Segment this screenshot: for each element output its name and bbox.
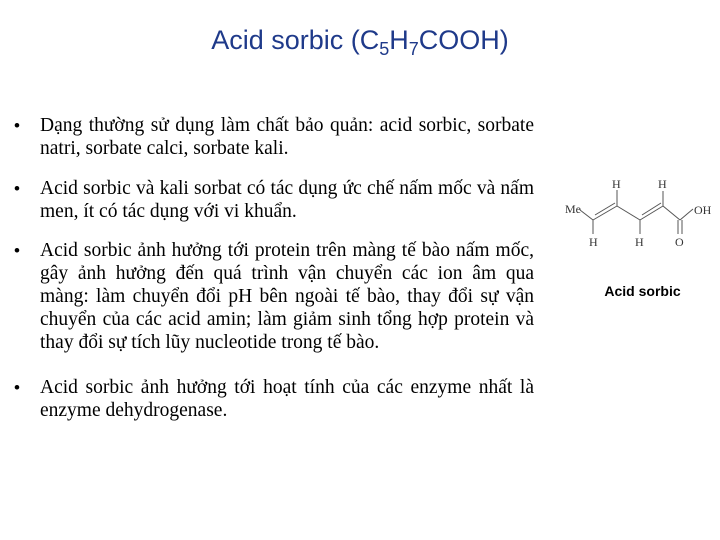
bond <box>640 206 663 220</box>
title-end: COOH) <box>418 25 509 55</box>
label-h: H <box>612 177 621 191</box>
bullet-list <box>14 114 534 439</box>
structure-caption: Acid sorbic <box>604 283 681 299</box>
bullet-item <box>14 239 534 354</box>
title-subscript-7: 7 <box>408 39 419 59</box>
title-mid: H <box>389 25 409 55</box>
bullet-item <box>14 114 534 160</box>
bullet-dot: • <box>14 378 20 397</box>
label-h: H <box>635 235 644 249</box>
label-me: Me <box>565 202 581 216</box>
title-subscript-5: 5 <box>379 39 390 59</box>
sorbic-acid-structure <box>555 170 720 252</box>
bond <box>663 206 680 220</box>
bullet-dot: • <box>14 179 20 198</box>
label-h: H <box>589 235 598 249</box>
bullet-item <box>14 177 534 223</box>
title-main: Acid sorbic (C <box>211 25 380 55</box>
bond <box>617 206 640 220</box>
bond <box>680 209 693 220</box>
bond <box>580 210 593 220</box>
bullet-text: Dạng thường sử dụng làm chất bảo quản: acid sorbic, sorbate natri, sorbate calci, sorbate kali. <box>40 115 534 159</box>
bullet-text: Acid sorbic ảnh hưởng tới protein trên màng tế bào nấm mốc, gây ảnh hưởng đến quá trình vận chuyển các ion âm qua màng: làm chuyển đổi pH bên ngoài tế bào, thay đổi sự vận chuyển của các acid amin; làm giảm sinh tổng hợp protein và thay đổi sự tích lũy nucleotide trong tế bào. <box>40 240 534 353</box>
bond <box>593 206 617 220</box>
label-h: H <box>658 177 667 191</box>
bullet-dot: • <box>14 116 20 135</box>
bullet-dot: • <box>14 241 20 260</box>
slide-title <box>0 22 720 58</box>
bullet-text: Acid sorbic ảnh hưởng tới hoạt tính của các enzyme nhất là enzyme dehydrogenase. <box>40 377 534 421</box>
bullet-text: Acid sorbic và kali sorbat có tác dụng ức chế nấm mốc và nấm men, ít có tác dụng với vi khuẩn. <box>40 178 534 222</box>
label-o: O <box>675 235 684 249</box>
bullet-item <box>14 376 534 422</box>
label-oh: OH <box>694 203 712 217</box>
bond-lines <box>580 190 693 234</box>
